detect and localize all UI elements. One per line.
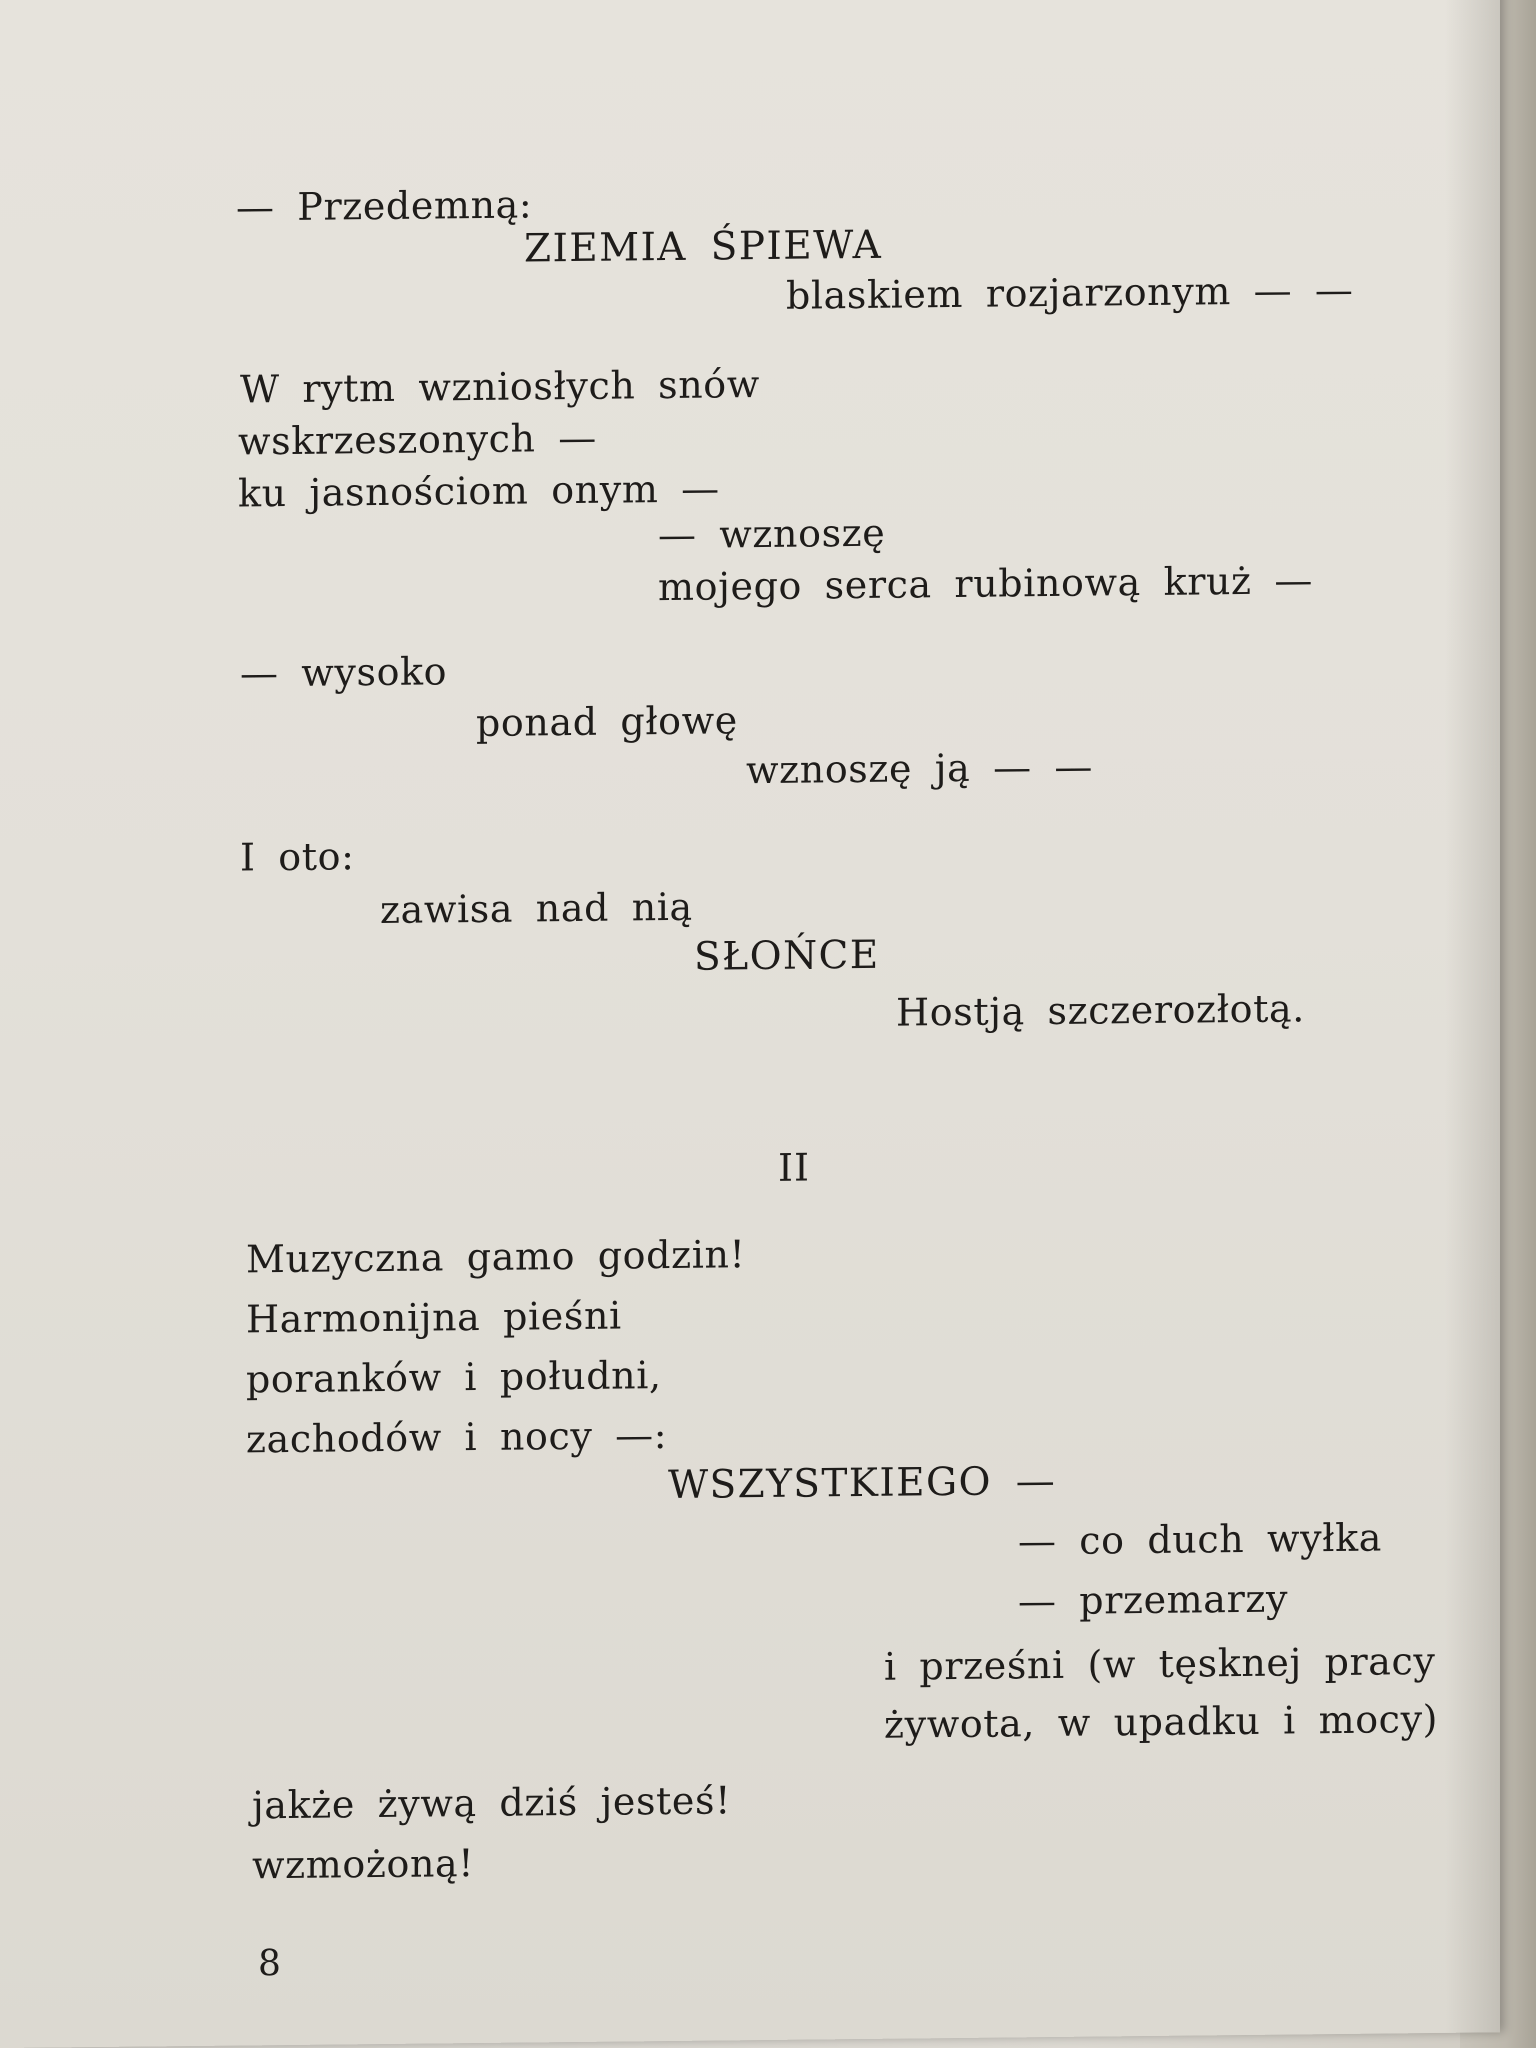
poem-line: zawisa nad nią [380, 884, 693, 933]
poem-line: — przemarzy [1018, 1576, 1289, 1624]
poem-line: mojego serca rubinową kruż — [658, 558, 1313, 610]
poem-line: Muzyczna gamo godzin! [246, 1232, 746, 1282]
poem-line: wznoszę ją — — [746, 744, 1093, 793]
poem-line: — wysoko [240, 649, 448, 696]
poem-line: ku jasnościom onym — [238, 466, 720, 516]
poem-line: — Przedemną: [236, 182, 533, 230]
page-edge-shadow [1445, 0, 1500, 2033]
poem-line: Hostją szczerozłotą. [896, 986, 1305, 1035]
poem-line: W rytm wzniosłych snów [240, 362, 760, 412]
poem-line: — wznoszę [658, 510, 886, 558]
poem-line: zachodów i nocy —: [246, 1413, 668, 1462]
section-numeral: II [778, 1145, 811, 1190]
poem-line: ponad głowę [476, 698, 738, 746]
poem-line-emphasis: SŁOŃCE [694, 932, 880, 980]
poem-line: jakże żywą dziś jesteś! [252, 1778, 731, 1828]
poem-line: wzmożoną! [252, 1841, 475, 1888]
poem-line: żywota, w upadku i mocy) [884, 1696, 1439, 1747]
poem-line-emphasis: WSZYSTKIEGO — [668, 1458, 1057, 1509]
poem-line-emphasis: ZIEMIA ŚPIEWA [524, 222, 883, 272]
poem-line: i prześni (w tęsknej pracy [884, 1638, 1436, 1689]
poem-line: blaskiem rozjarzonym — — [786, 267, 1354, 318]
poem-line: I oto: [240, 834, 355, 880]
poem-line: Harmonijna pieśni [246, 1293, 622, 1342]
poem-line: poranków i południ, [246, 1353, 662, 1402]
poem-line: wskrzeszonych — [238, 415, 597, 464]
page-number: 8 [258, 1943, 282, 1985]
poem-line: — co duch wyłka [1018, 1515, 1382, 1564]
